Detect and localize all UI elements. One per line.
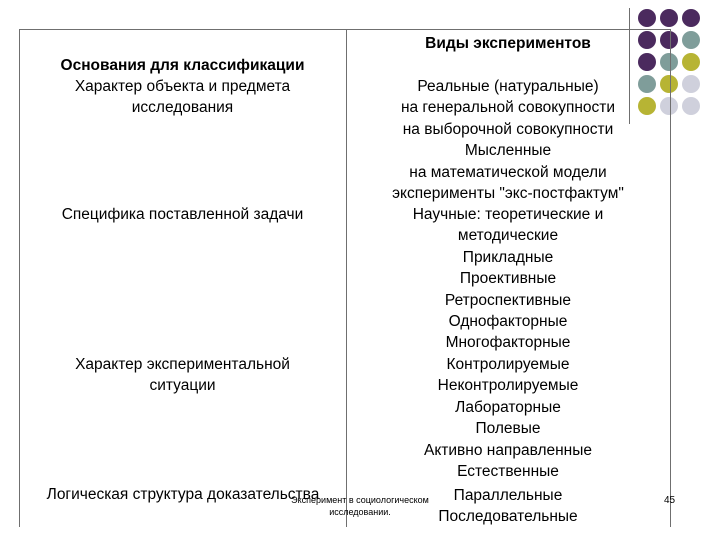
decor-dot [682,53,700,71]
basis-cell-3 [19,354,346,397]
basis-line: Специфика поставленной задачи [61,206,304,223]
type-line: Реальные (натуральные) [417,78,599,95]
basis-line: исследования [131,99,234,117]
page-number: 45 [664,495,676,506]
type-line: Ретроспективные [444,291,572,309]
decor-dot [660,9,678,27]
type-line: Последовательные [438,508,578,526]
types-header: Виды экспериментов [425,35,591,52]
type-line: Неконтролируемые [437,377,579,395]
type-line: Проективные [459,270,557,288]
decor-dot [660,53,678,71]
table-top-border [19,29,670,30]
type-line: на генеральной совокупности [400,99,616,117]
basis-cell-1 [19,76,346,119]
type-line: методические [457,227,559,245]
table-right-border [670,29,671,527]
type-line: Параллельные [453,487,563,504]
decor-dot [682,97,700,115]
slide-footer-caption [280,494,440,518]
basis-header: Основания для классификации [60,57,305,74]
type-line: Полевые [475,420,541,438]
basis-line: Характер экспериментальной [75,356,290,373]
type-line: на выборочной совокупности [402,120,614,138]
decor-dot [638,53,656,71]
type-line: на математической модели [409,163,607,181]
table-middle-border [346,29,347,527]
decor-dot [682,9,700,27]
decor-dot [682,31,700,49]
footer-line: Эксперимент в социологическом [291,495,429,505]
type-line: Однофакторные [448,313,568,331]
type-line: Многофакторные [445,334,571,352]
footer-line: исследовании. [329,507,391,517]
types-cell-1 [348,76,668,204]
decor-dot [638,9,656,27]
type-line: Контролируемые [446,356,570,373]
basis-line: Логическая структура доказательства [46,486,320,503]
basis-line: Характер объекта и предмета [74,78,291,95]
types-cell-3 [348,354,668,482]
type-line: эксперименты "экс-постфактум" [392,185,624,203]
type-line: Лабораторные [455,398,561,416]
type-line: Мысленные [464,142,552,160]
type-line: Прикладные [462,248,554,266]
type-line: Активно направленные [423,441,592,459]
basis-line: ситуации [149,377,216,395]
decor-dot [682,75,700,93]
types-cell-2 [348,204,668,354]
type-line: Естественные [457,463,559,481]
type-line: Научные: теоретические и [412,206,604,223]
basis-cell-2 [19,204,346,225]
